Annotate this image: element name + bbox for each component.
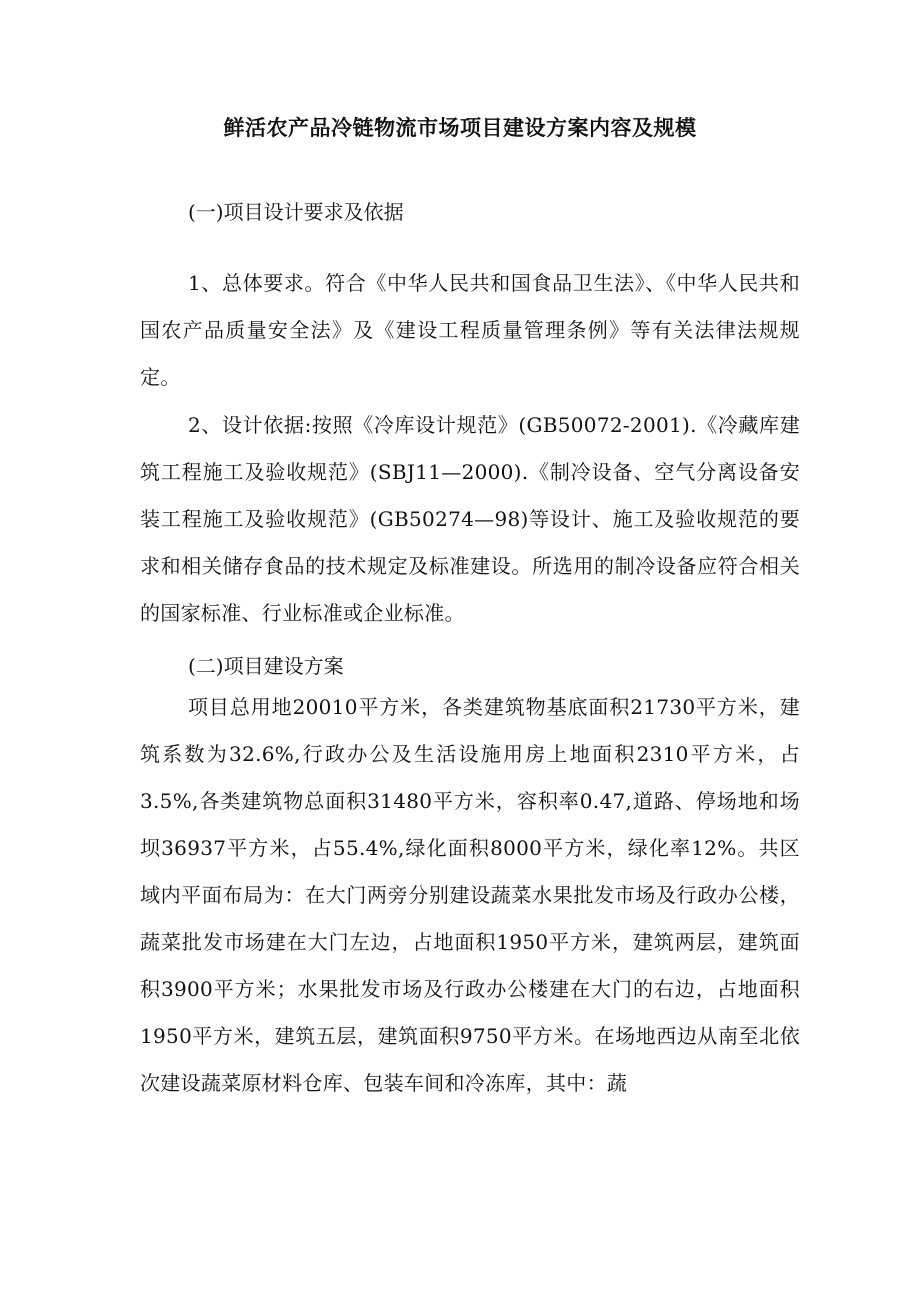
paragraph-general-requirements: 1、总体要求。符合《中华人民共和国食品卫生法》、《中华人民共和国农产品质量安全法》及《建设工程质量管理条例》等有关法律法规规定。 [140,271,800,389]
section-heading-design-requirements: (一)项目设计要求及依据 [188,200,404,224]
paragraph-design-basis: 2、设计依据:按照《冷库设计规范》(GB50072-2001).《冷藏库建筑工程施工及验收规范》(SBJ11—2000).《制冷设备、空气分离设备安装工程施工及验收规范》(GB50274—98)等设计、施工及验收规范的要求和相关储存食品的技术规定及标准建设。所选用的制冷设备应符合相关的国家标准、行业标准或企业标准。 [140,413,800,625]
document-title: 鲜活农产品冷链物流市场项目建设方案内容及规模 [223,116,697,140]
section-heading-construction-plan: (二)项目建设方案 [188,654,344,678]
paragraph-construction-plan: 项目总用地20010平方米，各类建筑物基底面积21730平方米，建筑系数为32.6%,行政办公及生活设施用房上地面积2310平方米，占3.5%,各类建筑物总面积31480平方米，容积率0.47,道路、停场地和场坝36937平方米，占55.4%,绿化面积8000平方米，绿化率12%。共区域内平面布局为：在大门两旁分别建设蔬菜水果批发市场及行政办公楼，蔬菜批发市场建在大门左边，占地面积1950平方米，建筑两层，建筑面积3900平方米；水果批发市场及行政办公楼建在大门的右边，占地面积1950平方米，建筑五层，建筑面积9750平方米。在场地西边从南至北依次建设蔬菜原材料仓库、包装车间和冷冻库，其中：蔬 [140,695,800,1095]
